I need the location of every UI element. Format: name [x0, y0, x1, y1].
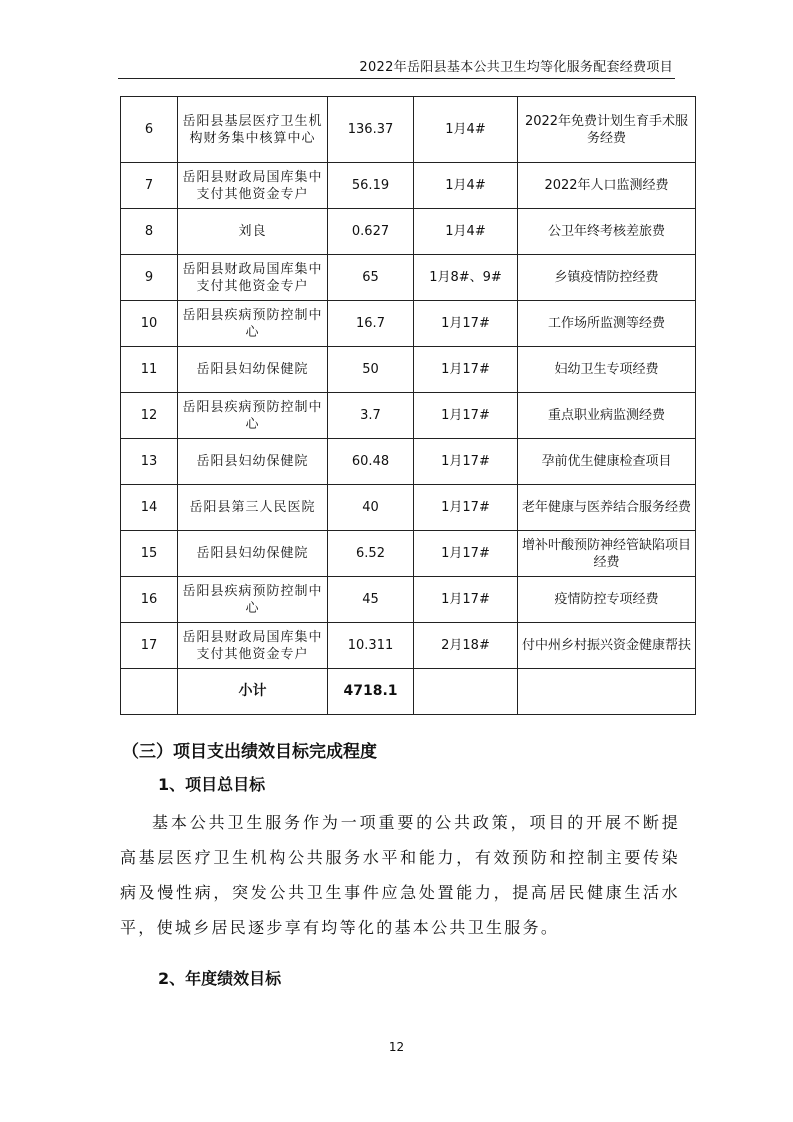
payee-unit: 岳阳县基层医疗卫生机构财务集中核算中心 [178, 97, 328, 163]
payee-unit: 岳阳县疾病预防控制中心 [178, 577, 328, 623]
voucher-ref: 1月4# [414, 209, 518, 255]
voucher-ref: 1月17# [414, 485, 518, 531]
row-number: 6 [121, 97, 178, 163]
row-number: 14 [121, 485, 178, 531]
purpose: 2022年人口监测经费 [518, 163, 696, 209]
purpose: 工作场所监测等经费 [518, 301, 696, 347]
row-number: 11 [121, 347, 178, 393]
purpose: 付中州乡村振兴资金健康帮扶 [518, 623, 696, 669]
purpose: 老年健康与医养结合服务经费 [518, 485, 696, 531]
row-number: 8 [121, 209, 178, 255]
funds-table [120, 96, 696, 715]
purpose: 孕前优生健康检查项目 [518, 439, 696, 485]
subheading-annual-goal: 2、年度绩效目标 [158, 969, 282, 988]
amount: 10.311 [328, 623, 414, 669]
subtotal-blank [414, 669, 518, 715]
payee-unit: 岳阳县妇幼保健院 [178, 347, 328, 393]
payee-unit: 刘良 [178, 209, 328, 255]
table-row [121, 209, 696, 255]
subtotal-blank [518, 669, 696, 715]
subtotal-row [121, 669, 696, 715]
body-paragraph: 基本公共卫生服务作为一项重要的公共政策，项目的开展不断提高基层医疗卫生机构公共服务水平和能力，有效预防和控制主要传染病及慢性病，突发公共卫生事件应急处置能力，提高居民健康生活水平，使城乡居民逐步享有均等化的基本公共卫生服务。 [120, 813, 680, 937]
purpose: 增补叶酸预防神经管缺陷项目经费 [518, 531, 696, 577]
table-row [121, 531, 696, 577]
table-row [121, 163, 696, 209]
amount: 40 [328, 485, 414, 531]
voucher-ref: 1月17# [414, 531, 518, 577]
amount: 3.7 [328, 393, 414, 439]
voucher-ref: 1月17# [414, 301, 518, 347]
table-row [121, 301, 696, 347]
voucher-ref: 1月17# [414, 347, 518, 393]
subtotal-blank [121, 669, 178, 715]
payee-unit: 岳阳县疾病预防控制中心 [178, 301, 328, 347]
amount: 6.52 [328, 531, 414, 577]
payee-unit: 岳阳县财政局国库集中支付其他资金专户 [178, 163, 328, 209]
table-row [121, 255, 696, 301]
amount: 50 [328, 347, 414, 393]
purpose: 妇幼卫生专项经费 [518, 347, 696, 393]
table-row [121, 347, 696, 393]
payee-unit: 岳阳县财政局国库集中支付其他资金专户 [178, 623, 328, 669]
row-number: 17 [121, 623, 178, 669]
purpose: 公卫年终考核差旅费 [518, 209, 696, 255]
amount: 65 [328, 255, 414, 301]
voucher-ref: 2月18# [414, 623, 518, 669]
header-rule [118, 78, 675, 79]
payee-unit: 岳阳县妇幼保健院 [178, 531, 328, 577]
amount: 56.19 [328, 163, 414, 209]
purpose: 重点职业病监测经费 [518, 393, 696, 439]
subheading-overall-goal: 1、项目总目标 [158, 775, 266, 794]
amount: 136.37 [328, 97, 414, 163]
table-row [121, 439, 696, 485]
table-row [121, 97, 696, 163]
table-row [121, 623, 696, 669]
row-number: 9 [121, 255, 178, 301]
table-row [121, 393, 696, 439]
amount: 16.7 [328, 301, 414, 347]
purpose: 乡镇疫情防控经费 [518, 255, 696, 301]
purpose: 2022年免费计划生育手术服务经费 [518, 97, 696, 163]
voucher-ref: 1月17# [414, 393, 518, 439]
amount: 60.48 [328, 439, 414, 485]
row-number: 10 [121, 301, 178, 347]
voucher-ref: 1月4# [414, 97, 518, 163]
row-number: 16 [121, 577, 178, 623]
row-number: 7 [121, 163, 178, 209]
row-number: 15 [121, 531, 178, 577]
purpose: 疫情防控专项经费 [518, 577, 696, 623]
amount: 45 [328, 577, 414, 623]
subtotal-amount: 4718.1 [328, 669, 414, 715]
subtotal-label: 小计 [178, 669, 328, 715]
section-heading: （三）项目支出绩效目标完成程度 [122, 742, 377, 762]
payee-unit: 岳阳县财政局国库集中支付其他资金专户 [178, 255, 328, 301]
amount: 0.627 [328, 209, 414, 255]
voucher-ref: 1月17# [414, 439, 518, 485]
payee-unit: 岳阳县疾病预防控制中心 [178, 393, 328, 439]
page-number: 12 [388, 1040, 405, 1054]
voucher-ref: 1月8#、9# [414, 255, 518, 301]
payee-unit: 岳阳县妇幼保健院 [178, 439, 328, 485]
row-number: 12 [121, 393, 178, 439]
row-number: 13 [121, 439, 178, 485]
payee-unit: 岳阳县第三人民医院 [178, 485, 328, 531]
table-row [121, 485, 696, 531]
voucher-ref: 1月17# [414, 577, 518, 623]
table-row [121, 577, 696, 623]
voucher-ref: 1月4# [414, 163, 518, 209]
running-header: 2022年岳阳县基本公共卫生均等化服务配套经费项目 [359, 60, 673, 75]
